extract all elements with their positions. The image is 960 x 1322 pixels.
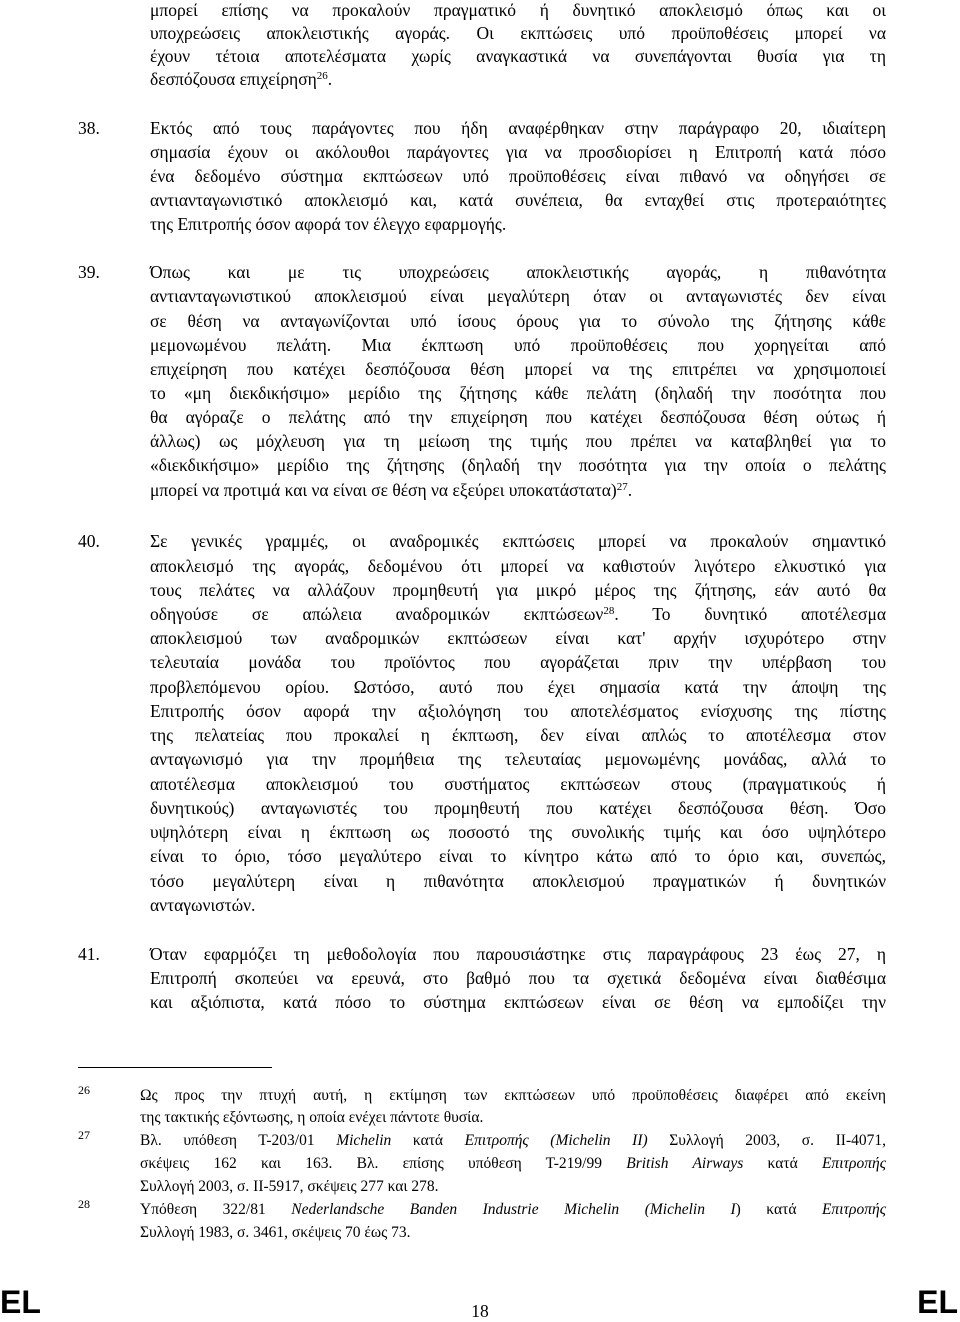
footnote-line: Ως προς την πτυχή αυτή, η εκτίμηση των εκπτώσεων υπό προϋποθέσεις διαφέρει από εκείνη — [140, 1087, 886, 1104]
text-line: το «μη διεκδικήσιμο» μερίδιο της ζήτησης κάθε πελάτη (δηλαδή την ποσότητα που — [150, 383, 886, 403]
text-line: δυνητικούς) ανταγωνιστές του προμηθευτή που κατέχει δεσπόζουσα θέση. Όσο — [150, 798, 886, 818]
footnote-number: 26 — [78, 1083, 90, 1097]
text-line: Επιτροπής όσον αφορά την αξιολόγηση του αποτελέσματος ενίσχυσης της πίστης — [150, 701, 886, 721]
text-line: αντιανταγωνιστικό αποκλεισμό και, κατά συνέπεια, θα ενταχθεί στις προτεραιότητες — [150, 190, 886, 210]
text-line: Όταν εφαρμόζει τη μεθοδολογία που παρουσιάστηκε στις παραγράφους 23 έως 27, η — [150, 944, 886, 964]
text-line: Επιτροπή σκοπεύει να ερευνά, στο βαθμό που τα σχετικά δεδομένα είναι διαθέσιμα — [150, 968, 886, 988]
text-line: υψηλότερη είναι η έκπτωση ως ποσοστό της συνολικής τιμής και όσο υψηλότερο — [150, 822, 886, 842]
page-number: 18 — [471, 1301, 489, 1321]
footnote-line: Υπόθεση 322/81 Nederlandsche Banden Industrie Michelin (Michelin I) κατά Επιτροπής — [140, 1201, 886, 1218]
text-line: τόσο μεγαλύτερη είναι η πιθανότητα αποκλεισμού πραγματικών ή δυνητικών — [150, 871, 886, 891]
text-line: έχουν τέτοια αποτελέσματα χωρίς αναγκαστικά να συνεπάγονται θυσία για τη — [150, 46, 886, 66]
text-line: άλλως) ως μόχλευση για τη μείωση της τιμής που πρέπει να καταβληθεί για το — [150, 431, 886, 451]
language-label-right: EL — [917, 1284, 958, 1320]
footnote-line: της τακτικής εξόντωσης, η οποία ενέχει πάντοτε θυσία. — [140, 1109, 484, 1126]
text-line: επιχείρηση που κατέχει δεσπόζουσα θέση μπορεί να της επιτρέπει να χρησιμοποιεί — [150, 359, 886, 379]
footnote-line: Βλ. υπόθεση Τ-203/01 Michelin κατά Επιτροπής (Michelin II) Συλλογή 2003, σ. II-4071, — [140, 1132, 886, 1149]
footnote-line: Συλλογή 1983, σ. 3461, σκέψεις 70 έως 73. — [140, 1224, 411, 1241]
text-line: προβλεπόμενου ορίου. Ωστόσο, αυτό που έχει σημασία κατά την άποψη της — [150, 677, 886, 697]
text-line: ένα δεδομένο σύστημα εκπτώσεων υπό προϋποθέσεις είναι πιθανό να οδηγήσει σε — [150, 166, 886, 186]
paragraph-number: 38. — [78, 118, 100, 138]
text-line: μπορεί επίσης να προκαλούν πραγματικό ή δυνητικό αποκλεισμό όπως και οι — [150, 0, 886, 20]
text-line: σημασία έχουν οι ακόλουθοι παράγοντες για να προσδιορίσει η Επιτροπή κατά πόσο — [150, 142, 886, 162]
text-line: αποκλεισμό της αγοράς, δεδομένου ότι μπορεί να καθιστούν λιγότερο ελκυστικό για — [150, 556, 886, 576]
paragraph-number: 39. — [78, 262, 100, 282]
text-line: τους πελάτες να αλλάζουν προμηθευτή για μικρό μέρος της ζήτησης, εάν αυτό θα — [150, 580, 886, 600]
footnote-line: σκέψεις 162 και 163. Βλ. επίσης υπόθεση Τ-219/99 British Airways κατά Επιτροπής — [140, 1155, 886, 1172]
text-line: και αξιόπιστα, κατά πόσο το σύστημα εκπτώσεων είναι σε θέση να εμποδίζει την — [150, 992, 886, 1012]
text-line: δεσπόζουσα επιχείρηση$^{26}$. — [150, 69, 333, 89]
text-line: Εκτός από τους παράγοντες που ήδη αναφέρθηκαν στην παράγραφο 20, ιδιαίτερη — [150, 118, 886, 138]
footnote-ref[interactable]: 26 — [316, 70, 328, 82]
footnote-number: 28 — [78, 1197, 90, 1211]
text-line: αποτέλεσμα αποκλεισμού του συστήματος εκπτώσεων στους (πραγματικούς ή — [150, 774, 886, 794]
text-line: ανταγωνισμό για την προμήθεια της τελευταίας μεμονωμένης μονάδας, αλλά το — [150, 749, 886, 769]
text-line: σε θέση να ανταγωνίζονται υπό ίσους όρους για το σύνολο της ζήτησης κάθε — [150, 311, 886, 331]
footnote-line: Συλλογή 2003, σ. II-5917, σκέψεις 277 και 278. — [140, 1178, 439, 1195]
text-line: υποχρεώσεις αποκλειστικής αγοράς. Οι εκπτώσεις υπό προϋποθέσεις μπορεί να — [150, 23, 886, 43]
text-line: της Επιτροπής όσον αφορά τον έλεγχο εφαρμογής. — [150, 214, 507, 234]
text-line: αντιανταγωνιστικού αποκλεισμού είναι μεγαλύτερη όταν οι ανταγωνιστές δεν είναι — [150, 286, 886, 306]
text-line: θα αγόραζε ο πελάτης από την επιχείρηση που κατέχει δεσπόζουσα θέση ούτως ή — [150, 407, 886, 427]
text-line: τελευταία μονάδα του προϊόντος που αγοράζεται πριν την υπέρβαση του — [150, 652, 886, 672]
paragraph-number: 41. — [78, 944, 100, 964]
text-line: Σε γενικές γραμμές, οι αναδρομικές εκπτώσεις μπορεί να προκαλούν σημαντικό — [150, 531, 886, 551]
text-line: μεμονωμένου πελάτη. Μια έκπτωση υπό προϋποθέσεις που χορηγείται από — [150, 335, 886, 355]
footnote-number: 27 — [78, 1128, 90, 1142]
text-line: ανταγωνιστών. — [150, 895, 256, 915]
footnote-ref[interactable]: 27 — [616, 481, 628, 493]
text-line: μπορεί να προτιμά και να είναι σε θέση να εξεύρει υποκατάστατα)$^{27}$. — [150, 480, 633, 500]
text-line: αποκλεισμού των αναδρομικών εκπτώσεων είναι κατ' αρχήν ισχυρότερο στην — [150, 628, 886, 648]
text-line: είναι το όριο, τόσο μεγαλύτερο είναι το κίνητρο κάτω από το όριο και, συνεπώς, — [150, 846, 886, 866]
footnote-ref[interactable]: 28 — [603, 605, 615, 617]
paragraph-number: 40. — [78, 531, 100, 551]
text-line: Όπως και με τις υποχρεώσεις αποκλειστικής αγοράς, η πιθανότητα — [150, 262, 886, 282]
language-label-left: EL — [0, 1284, 41, 1320]
text-line: της πελατείας που προκαλεί η έκπτωση, δεν είναι απλώς το αποτέλεσμα στον — [150, 725, 886, 745]
text-line: οδηγούσε σε απώλεια αναδρομικών εκπτώσεων$^{28}$. Το δυνητικό αποτέλεσμα — [150, 604, 886, 624]
text-line: «διεκδικήσιμο» μερίδιο της ζήτησης (δηλαδή την ποσότητα για την οποία ο πελάτης — [150, 455, 886, 475]
footnote-separator — [78, 1067, 272, 1068]
